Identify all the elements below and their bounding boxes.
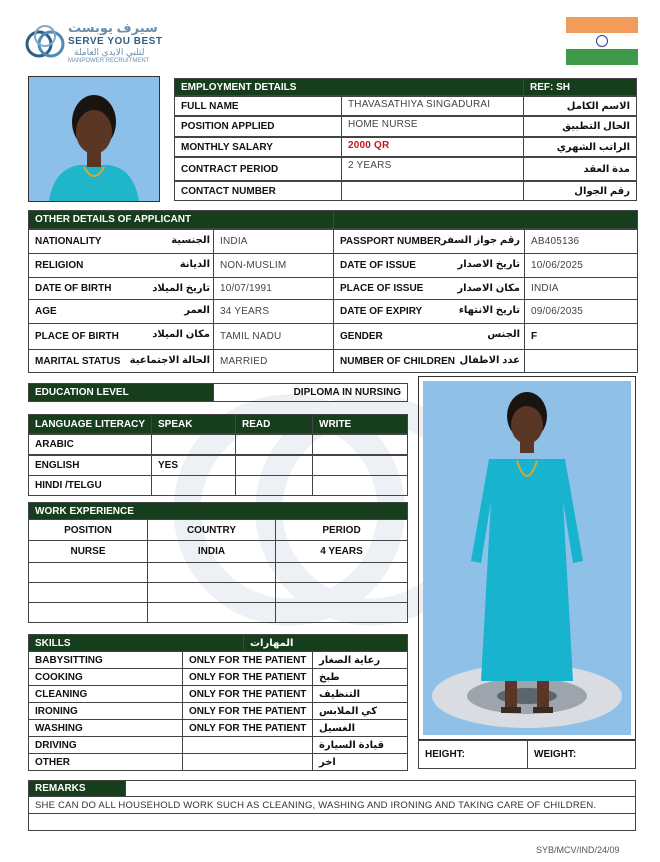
employment-row-arabic: مدة العقد [523,157,637,181]
other-right-label: DATE OF EXPIRY [333,299,525,324]
other-right-arabic: الجنس [487,329,520,340]
logo-rings-icon [24,22,66,66]
employment-row-value [341,181,524,201]
work-period [275,582,408,603]
other-right-label: NUMBER OF CHILDREN [333,349,525,373]
skills-title: SKILLS [28,634,244,652]
employment-row-label: FULL NAME [174,96,342,116]
employment-row-arabic: الراتب الشهري [523,137,637,157]
skill-name: COOKING [28,668,183,686]
language-speak [151,434,236,455]
employment-row-label: CONTACT NUMBER [174,181,342,201]
skill-name: IRONING [28,702,183,720]
other-left-value: NON-MUSLIM [213,253,334,278]
skills-title-arabic: المهارات [243,634,408,652]
other-right-value: AB405136 [524,229,638,254]
other-right-arabic: رقم جواز السفر [440,235,520,246]
remarks-title: REMARKS [28,780,126,797]
applicant-photo-small [28,76,160,202]
employment-row-label: CONTRACT PERIOD [174,157,342,181]
employment-row-arabic: الاسم الكامل [523,96,637,116]
other-left-arabic: العمر [184,305,210,316]
work-period [275,562,408,583]
other-left-label: PLACE OF BIRTH [28,323,214,350]
language-read [235,434,313,455]
full-body-portrait-icon [423,381,631,735]
skill-value: ONLY FOR THE PATIENT [182,651,313,669]
other-right-arabic: عدد الاطفال [459,355,520,366]
other-left-label: MARITAL STATUS [28,349,214,373]
employment-row-arabic: الحال التطبيق [523,116,637,137]
logo-english-text: SERVE YOU BEST [68,36,163,47]
employment-title: EMPLOYMENT DETAILS [174,78,524,96]
work-header: COUNTRY [147,519,276,541]
other-right-value: INDIA [524,277,638,300]
employment-ref: REF: SH [523,78,637,96]
skill-arabic: اخر [312,753,408,771]
other-details-title-right [333,210,638,229]
other-left-value: 34 YEARS [213,299,334,324]
height-label: HEIGHT: [418,740,528,769]
employment-row-value: HOME NURSE [341,116,524,137]
other-right-label: PLACE OF ISSUE [333,277,525,300]
skill-arabic: كي الملابس [312,702,408,720]
skill-name: OTHER [28,753,183,771]
work-country [147,582,276,603]
other-right-arabic: تاريخ الاصدار [457,259,520,270]
work-position: NURSE [28,540,148,563]
skill-value: ONLY FOR THE PATIENT [182,668,313,686]
language-read [235,475,313,496]
work-period: 4 YEARS [275,540,408,563]
other-left-arabic: مكان الميلاد [152,329,210,340]
portrait-icon [29,77,159,201]
skill-name: DRIVING [28,736,183,754]
work-period [275,602,408,623]
logo-arabic-text: سيرف يوبست [68,20,158,35]
language-header: SPEAK [151,414,236,434]
other-left-arabic: الديانة [179,259,210,270]
other-right-value: F [524,323,638,350]
work-header: PERIOD [275,519,408,541]
skill-arabic: الغسيل [312,719,408,737]
skill-value: ONLY FOR THE PATIENT [182,685,313,703]
other-left-label: DATE OF BIRTH [28,277,214,300]
employment-row-value: 2000 QR [341,137,524,157]
other-left-label: AGE [28,299,214,324]
other-left-value: MARRIED [213,349,334,373]
other-left-value: 10/07/1991 [213,277,334,300]
employment-row-value: 2 YEARS [341,157,524,181]
other-left-arabic: الحالة الاجتماعية [129,355,210,366]
skill-value: ONLY FOR THE PATIENT [182,719,313,737]
other-right-value [524,349,638,373]
skill-name: WASHING [28,719,183,737]
employment-row-label: MONTHLY SALARY [174,137,342,157]
other-details-title: OTHER DETAILS OF APPLICANT [28,210,334,229]
other-left-label: NATIONALITY [28,229,214,254]
weight-label: WEIGHT: [527,740,636,769]
other-right-arabic: مكان الاصدار [457,283,520,294]
remarks-empty-line [28,813,636,831]
work-header: POSITION [28,519,148,541]
other-left-arabic: تاريخ الميلاد [152,283,210,294]
work-experience-title: WORK EXPERIENCE [28,502,408,520]
logo-subtext: MANPOWER RECRUITMENT [68,58,150,64]
skill-value [182,736,313,754]
other-left-value: INDIA [213,229,334,254]
applicant-photo-full [418,376,636,740]
language-read [235,455,313,476]
education-value: DIPLOMA IN NURSING [213,383,408,402]
employment-row-value: THAVASATHIYA SINGADURAI [341,96,524,116]
work-position [28,582,148,603]
language-speak [151,475,236,496]
work-position [28,562,148,583]
skill-arabic: قيادة السيارة [312,736,408,754]
employment-row-arabic: رقم الجوال [523,181,637,201]
language-write [312,475,408,496]
other-right-value: 10/06/2025 [524,253,638,278]
other-left-arabic: الجنسية [171,235,210,246]
work-country: INDIA [147,540,276,563]
education-label: EDUCATION LEVEL [28,383,214,402]
skill-value: ONLY FOR THE PATIENT [182,702,313,720]
language-name: ENGLISH [28,455,152,476]
other-right-label: GENDER [333,323,525,350]
employment-row-label: POSITION APPLIED [174,116,342,137]
india-flag-icon [566,17,638,65]
language-name: ARABIC [28,434,152,455]
other-right-label: PASSPORT NUMBER [333,229,525,254]
other-left-value: TAMIL NADU [213,323,334,350]
language-header: WRITE [312,414,408,434]
language-write [312,434,408,455]
skill-arabic: التنظيف [312,685,408,703]
work-country [147,602,276,623]
remarks-text: SHE CAN DO ALL HOUSEHOLD WORK SUCH AS CLEANING, WASHING AND IRONING AND TAKING CARE OF CHILDREN. [28,796,636,814]
other-right-arabic: تاريخ الانتهاء [458,305,520,316]
skill-arabic: طبخ [312,668,408,686]
language-header: LANGUAGE LITERACY [28,414,152,434]
work-position [28,602,148,623]
skill-value [182,753,313,771]
skill-name: CLEANING [28,685,183,703]
remarks-title-filler [125,780,636,797]
other-right-value: 09/06/2035 [524,299,638,324]
language-header: READ [235,414,313,434]
other-left-label: RELIGION [28,253,214,278]
language-speak: YES [151,455,236,476]
other-right-label: DATE OF ISSUE [333,253,525,278]
company-logo [24,20,174,68]
footer-code: SYB/MCV/IND/24/09 [536,845,620,855]
work-country [147,562,276,583]
language-name: HINDI /TELGU [28,475,152,496]
skill-arabic: رعاية الصغار [312,651,408,669]
logo-arabic-subtext: لتلبي الايدي العاملة [74,47,145,57]
language-write [312,455,408,476]
skill-name: BABYSITTING [28,651,183,669]
